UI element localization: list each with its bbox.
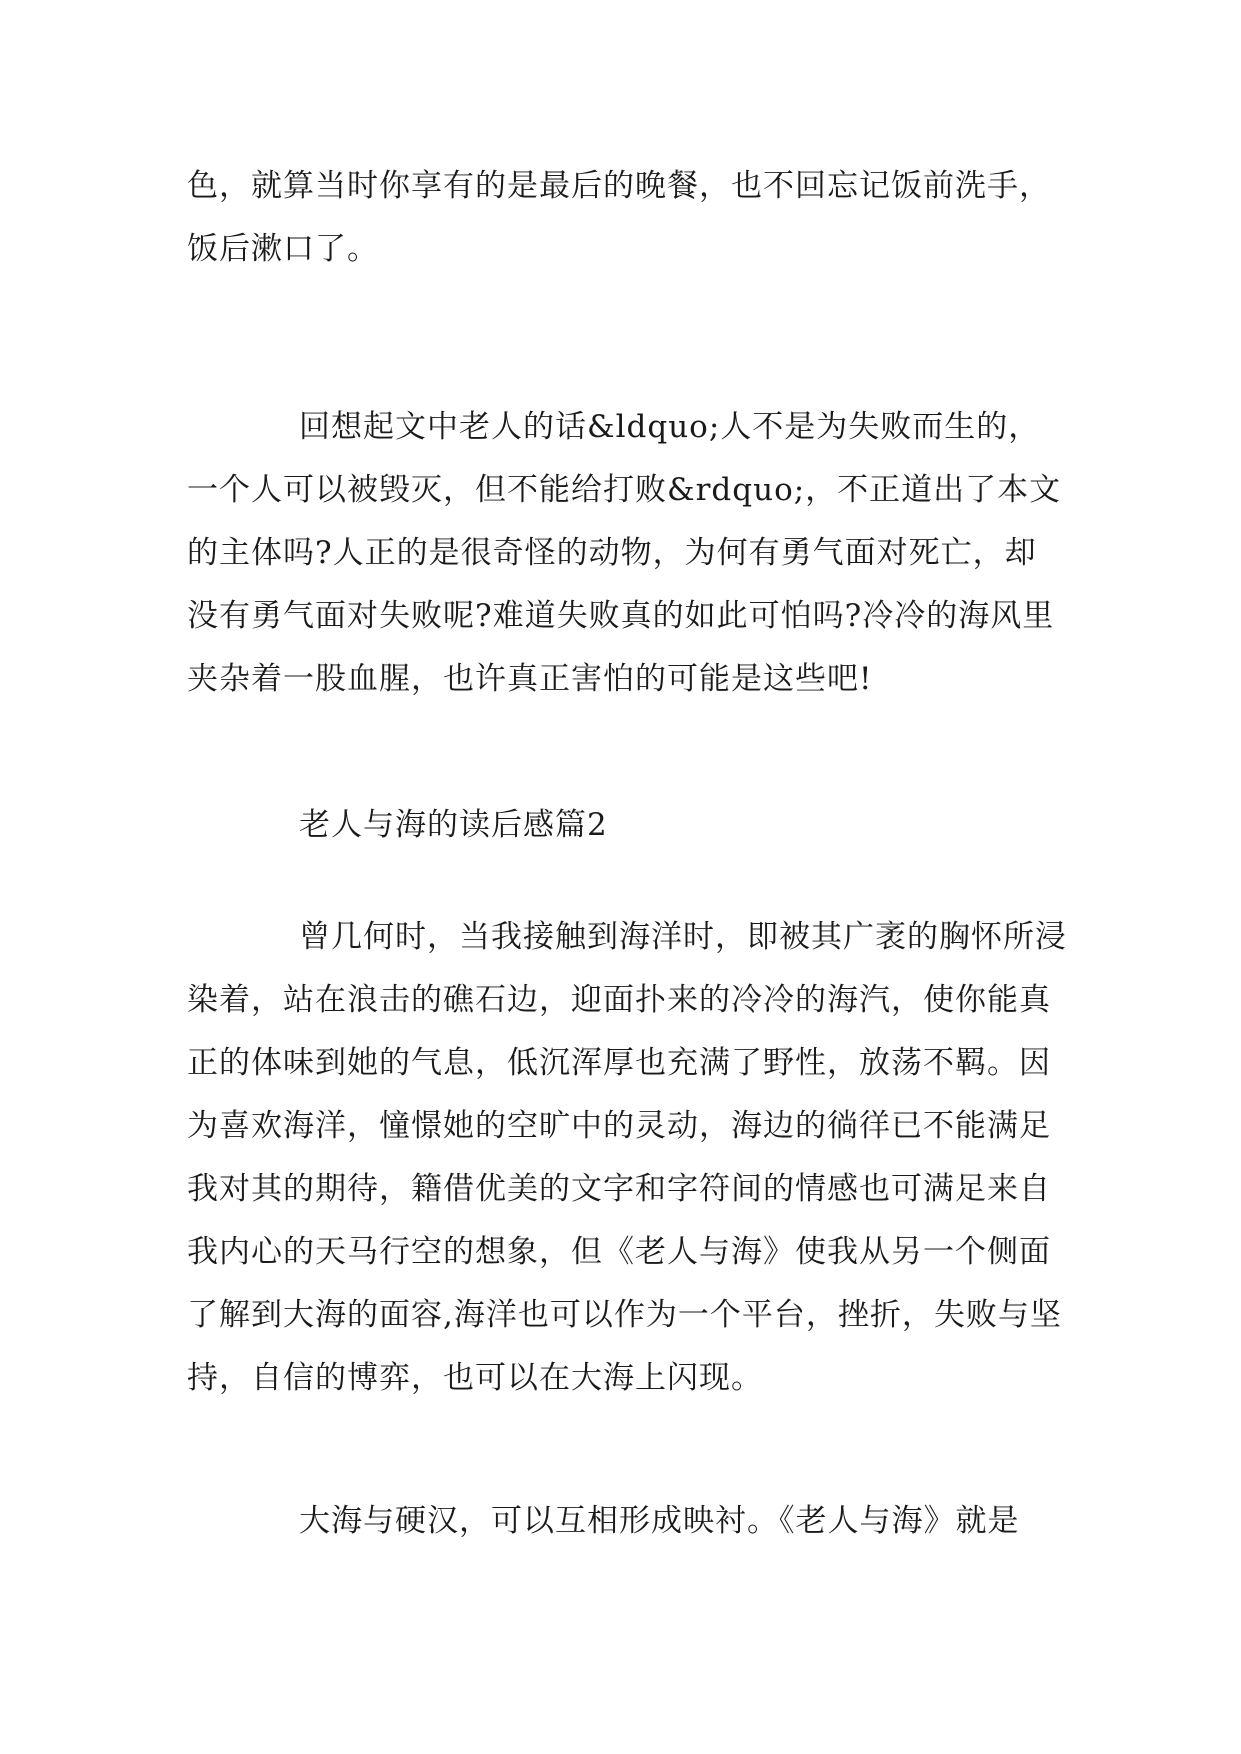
paragraph-quote-reflection: 回想起文中老人的话&ldquo;人不是为失败而生的，一个人可以被毁灭，但不能给打败&rdquo;，不正道出了本文的主体吗?人正的是很奇怪的动物，为何有勇气面对死亡，却没有勇气面对失败呢?难道失败真的如此可怕吗?冷冷的海风里夹杂着一股血腥，也许真正害怕的可能是这些吧! bbox=[187, 409, 1062, 697]
paragraph-sea-impression: 曾几何时，当我接触到海洋时，即被其广袤的胸怀所浸染着，站在浪击的礁石边，迎面扑来的冷冷的海汽，使你能真正的体味到她的气息，低沉浑厚也充满了野性，放荡不羁。因为喜欢海洋，憧憬她的空旷中的灵动，海边的徜徉已不能满足我对其的期待，籍借优美的文字和字符间的情感也可满足来自我内心的天马行空的想象，但《老人与海》使我从另一个侧面了解到大海的面容,海洋也可以作为一个平台，挫折，失败与坚持，自信的博弈，也可以在大海上闪现。 bbox=[187, 919, 1067, 1396]
paragraph-sea-and-tough-guy: 大海与硬汉，可以互相形成映衬。《老人与海》就是 bbox=[299, 1503, 1020, 1539]
section-heading: 老人与海的读后感篇2 bbox=[299, 807, 608, 843]
paragraph-continuation: 色，就算当时你享有的是最后的晚餐，也不回忘记饭前洗手，饭后漱口了。 bbox=[187, 168, 1051, 267]
